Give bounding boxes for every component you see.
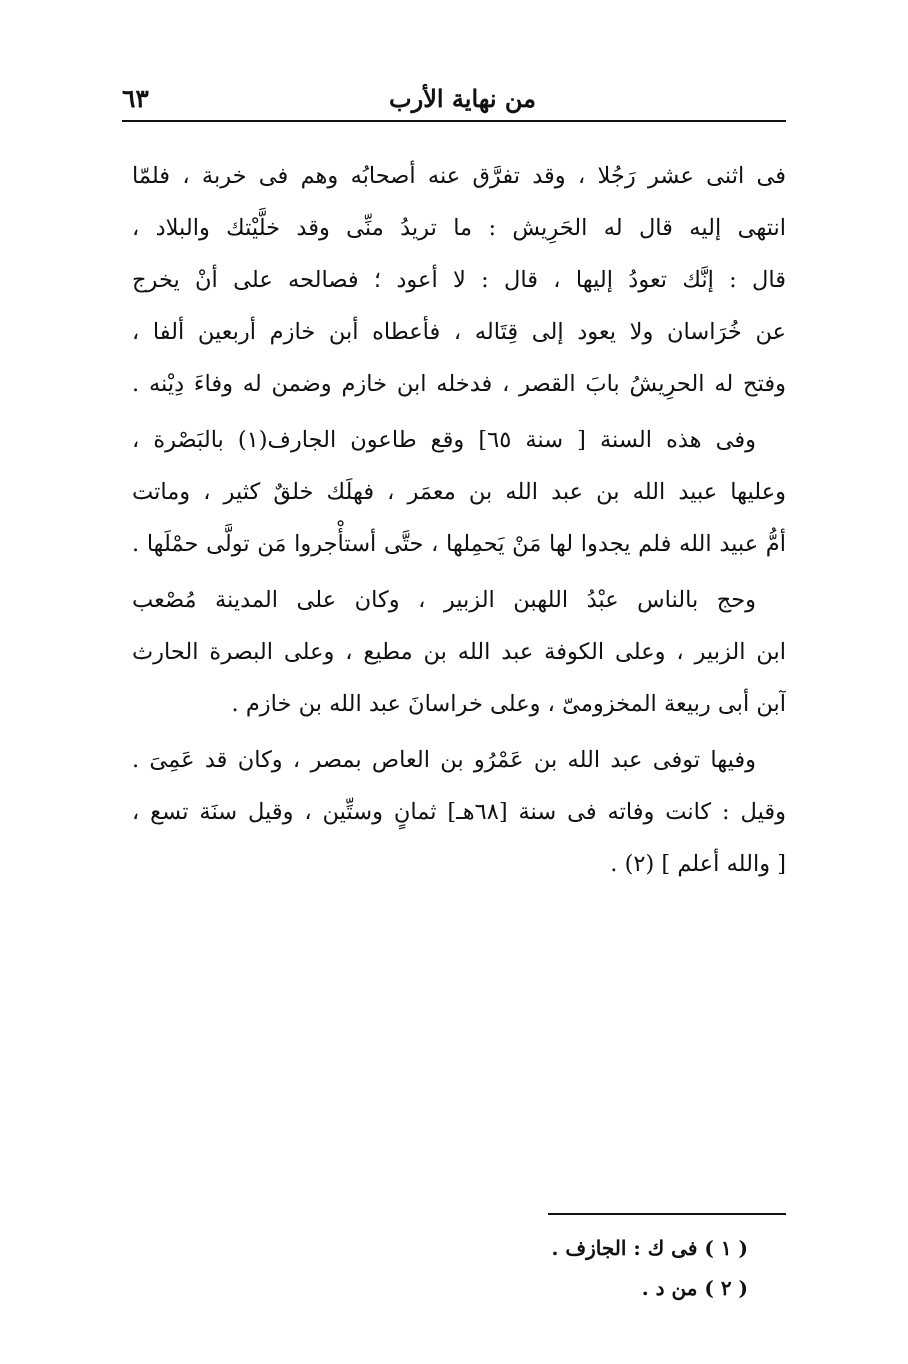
text-line: وفتح له الحرِيشُ بابَ القصر ، فدخله ابن خازم وضمن له وفاءَ دِيْنه . — [132, 371, 786, 397]
text-line: آبن أبى ربيعة المخزومىّ ، وعلى خراسانَ عبد الله بن خازم . — [231, 691, 786, 717]
text-line: وفى هذه السنة [ سنة ٦٥] وقع طاعون الجارف(١) بالبَصْرة ، — [132, 427, 756, 453]
paragraph-3 — [132, 574, 786, 730]
text-line: وقيل : كانت وفاته فى سنة [٦٨هـ] ثمانٍ وستِّين ، وقيل سنَة تسع ، — [132, 799, 786, 825]
paragraph-2 — [132, 414, 786, 570]
paragraph-4 — [132, 734, 786, 890]
text-line: انتهى إليه قال له الحَرِيش : ما تريدُ منِّى وقد خلَّيْتك والبلاد ، — [132, 215, 786, 241]
footnote-1: ( ١ ) فى ك : الجازف . — [551, 1236, 748, 1260]
paragraph-1 — [132, 150, 786, 410]
main-text — [132, 150, 786, 894]
text-line: عن خُرَاسان ولا يعود إلى قِتَاله ، فأعطاه أبن خازم أربعين ألفا ، — [132, 319, 786, 345]
text-line: أمُّ عبيد الله فلم يجدوا لها مَنْ يَحمِلها ، حتَّى أستأْجروا مَن تولَّى حمْلَها . — [132, 531, 786, 557]
text-line: ابن الزبير ، وعلى الكوفة عبد الله بن مطيع ، وعلى البصرة الحارث — [132, 639, 786, 665]
footnotes — [488, 1228, 748, 1308]
footnote-separator — [548, 1213, 786, 1215]
running-title: من نهاية الأرب — [389, 84, 536, 113]
header-rule — [122, 120, 786, 122]
text-line: وحج بالناس عبْدُ اللهبن الزبير ، وكان على المدينة مُصْعب — [132, 587, 756, 613]
footnote-2: ( ٢ ) من د . — [641, 1276, 748, 1300]
text-line: [ والله أعلم ] (٢) . — [610, 851, 786, 877]
text-line: فى اثنى عشر رَجُلا ، وقد تفرَّق عنه أصحابُه وهم فى خربة ، فلمّا — [132, 163, 786, 189]
text-line: قال : إنَّك تعودُ إليها ، قال : لا أعود ؛ فصالحه على أنْ يخرج — [132, 267, 786, 293]
page-header — [122, 78, 786, 122]
text-line: وعليها عبيد الله بن عبد الله بن معمَر ، فهلَك خلقٌ كثير ، وماتت — [132, 479, 786, 505]
text-line: وفيها توفى عبد الله بن عَمْرُو بن العاص بمصر ، وكان قد عَمِىَ . — [132, 747, 756, 773]
page-number: ٦٣ — [122, 84, 149, 113]
